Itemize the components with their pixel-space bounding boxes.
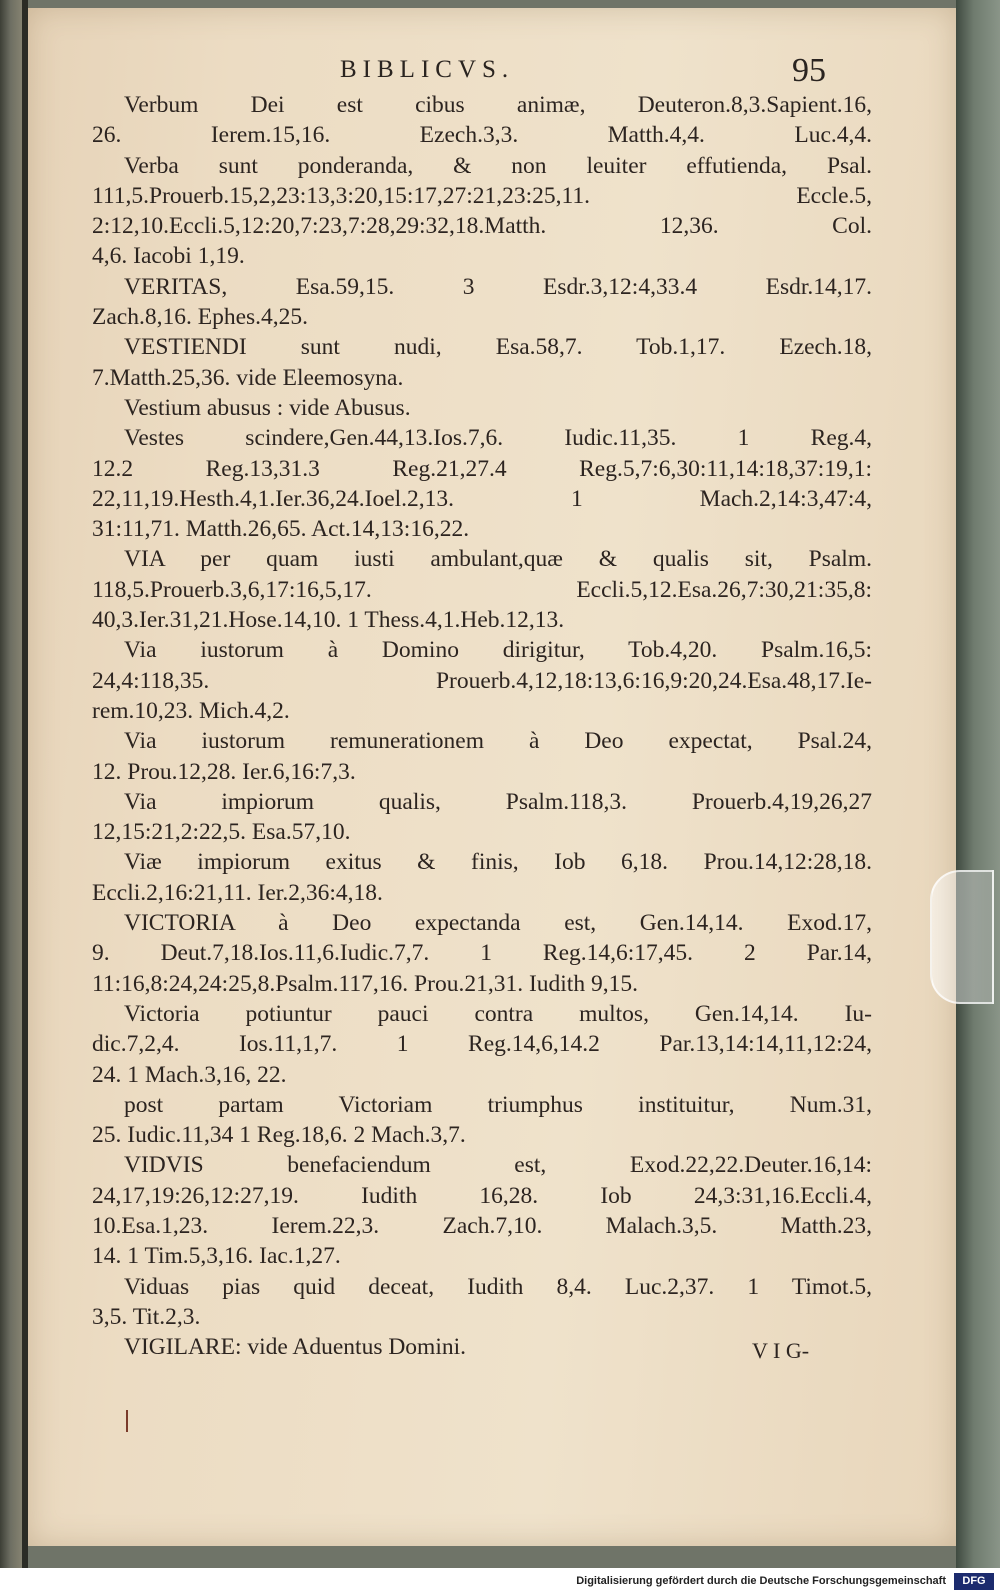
text-line: 24. 1 Mach.3,16, 22. [92, 1061, 287, 1088]
text-line: 26. Ierem.15,16. Ezech.3,3. Matth.4,4. Luc.4,4. [92, 122, 872, 149]
text-line: VIA per quam iusti ambulant,quæ & qualis sit, Psalm. [124, 546, 872, 573]
text-line: 9. Deut.7,18.Ios.11,6.Iudic.7,7. 1 Reg.14,6:17,45. 2 Par.14, [92, 940, 872, 967]
text-line: VIDVIS benefaciendum est, Exod.22,22.Deuter.16,14: [124, 1152, 872, 1179]
text-line: 4,6. Iacobi 1,19. [92, 243, 245, 270]
text-line: 14. 1 Tim.5,3,16. Iac.1,27. [92, 1243, 341, 1270]
text-line: 111,5.Prouerb.15,2,23:13,3:20,15:17,27:21,23:25,11. Eccle.5, [92, 182, 872, 209]
text-line: Verbum Dei est cibus animæ, Deuteron.8,3.Sapient.16, [124, 92, 872, 118]
text-line: 31:11,71. Matth.26,65. Act.14,13:16,22. [92, 516, 470, 543]
funding-credit: Digitalisierung gefördert durch die Deutsche Forschungsgemeinschaft [576, 1575, 946, 1587]
text-line: rem.10,23. Mich.4,2. [92, 697, 290, 724]
text-line: Zach.8,16. Ephes.4,25. [92, 304, 309, 331]
text-line: Vestium abusus : vide Abusus. [124, 394, 411, 421]
text-line: dic.7,2,4. Ios.11,1,7. 1 Reg.14,6,14.2 Par.13,14:14,11,12:24, [92, 1031, 872, 1058]
book-cover-board [956, 0, 1000, 1568]
text-line: 12. Prou.12,28. Ier.6,16:7,3. [92, 758, 356, 785]
text-line: VIGILARE: vide Aduentus Domini. [124, 1334, 467, 1361]
text-line: 11:16,8:24,24:25,8.Psalm.117,16. Prou.21,31. Iudith 9,15. [92, 970, 638, 997]
dfg-logo: DFG [954, 1573, 994, 1590]
text-line: 22,11,19.Hesth.4,1.Ier.36,24.Ioel.2,13. 1 Mach.2,14:3,47:4, [92, 485, 872, 512]
text-line: 3,5. Tit.2,3. [92, 1303, 201, 1330]
text-line: 40,3.Ier.31,21.Hose.14,10. 1 Thess.4,1.Heb.12,13. [92, 607, 565, 634]
running-head: BIBLICVS. [340, 56, 515, 83]
text-line: Viæ impiorum exitus & finis, Iob 6,18. Prou.14,12:28,18. [124, 849, 872, 876]
text-line: VESTIENDI sunt nudi, Esa.58,7. Tob.1,17. Ezech.18, [124, 334, 872, 361]
text-line: VERITAS, Esa.59,15. 3 Esdr.3,12:4,33.4 Esdr.14,17. [124, 273, 872, 300]
text-line: Victoria potiuntur pauci contra multos, Gen.14,14. Iu- [124, 1000, 872, 1027]
digitization-footer [0, 1568, 1000, 1596]
page-number: 95 [792, 52, 826, 89]
text-line: 12,15:21,2:22,5. Esa.57,10. [92, 819, 351, 846]
text-line: Via iustorum remunerationem à Deo expectat, Psal.24, [124, 728, 872, 755]
text-line: 24,4:118,35. Prouerb.4,12,18:13,6:16,9:20,24.Esa.48,17.Ie- [92, 667, 872, 694]
text-line: post partam Victoriam triumphus instituitur, Num.31, [124, 1091, 872, 1118]
index-entries [92, 90, 872, 1362]
text-line: 10.Esa.1,23. Ierem.22,3. Zach.7,10. Malach.3,5. Matth.23, [92, 1212, 872, 1239]
text-line: Vestes scindere,Gen.44,13.Ios.7,6. Iudic.11,35. 1 Reg.4, [124, 425, 872, 452]
ink-mark [126, 1410, 128, 1432]
text-line: 2:12,10.Eccli.5,12:20,7:23,7:28,29:32,18.Matth. 12,36. Col. [92, 213, 872, 240]
text-line: Via impiorum qualis, Psalm.118,3. Prouerb.4,19,26,27 [124, 788, 872, 815]
text-line: Verba sunt ponderanda, & non leuiter effutienda, Psal. [124, 152, 872, 179]
text-line: 25. Iudic.11,34 1 Reg.18,6. 2 Mach.3,7. [92, 1122, 466, 1149]
text-line: Viduas pias quid deceat, Iudith 8,4. Luc.2,37. 1 Timot.5, [124, 1273, 872, 1300]
catchword: V I G- [752, 1338, 810, 1363]
text-line: 24,17,19:26,12:27,19. Iudith 16,28. Iob 24,3:31,16.Eccli.4, [92, 1182, 872, 1209]
text-line: Via iustorum à Domino dirigitur, Tob.4,20. Psalm.16,5: [124, 637, 872, 664]
text-line: 118,5.Prouerb.3,6,17:16,5,17. Eccli.5,12.Esa.26,7:30,21:35,8: [92, 576, 872, 603]
text-line: VICTORIA à Deo expectanda est, Gen.14,14. Exod.17, [124, 910, 872, 937]
text-line: 12.2 Reg.13,31.3 Reg.21,27.4 Reg.5,7:6,30:11,14:18,37:19,1: [92, 455, 872, 482]
page-clip [930, 870, 994, 1004]
text-line: 7.Matth.25,36. vide Eleemosyna. [92, 364, 404, 391]
text-line: Eccli.2,16:21,11. Ier.2,36:4,18. [92, 879, 383, 906]
